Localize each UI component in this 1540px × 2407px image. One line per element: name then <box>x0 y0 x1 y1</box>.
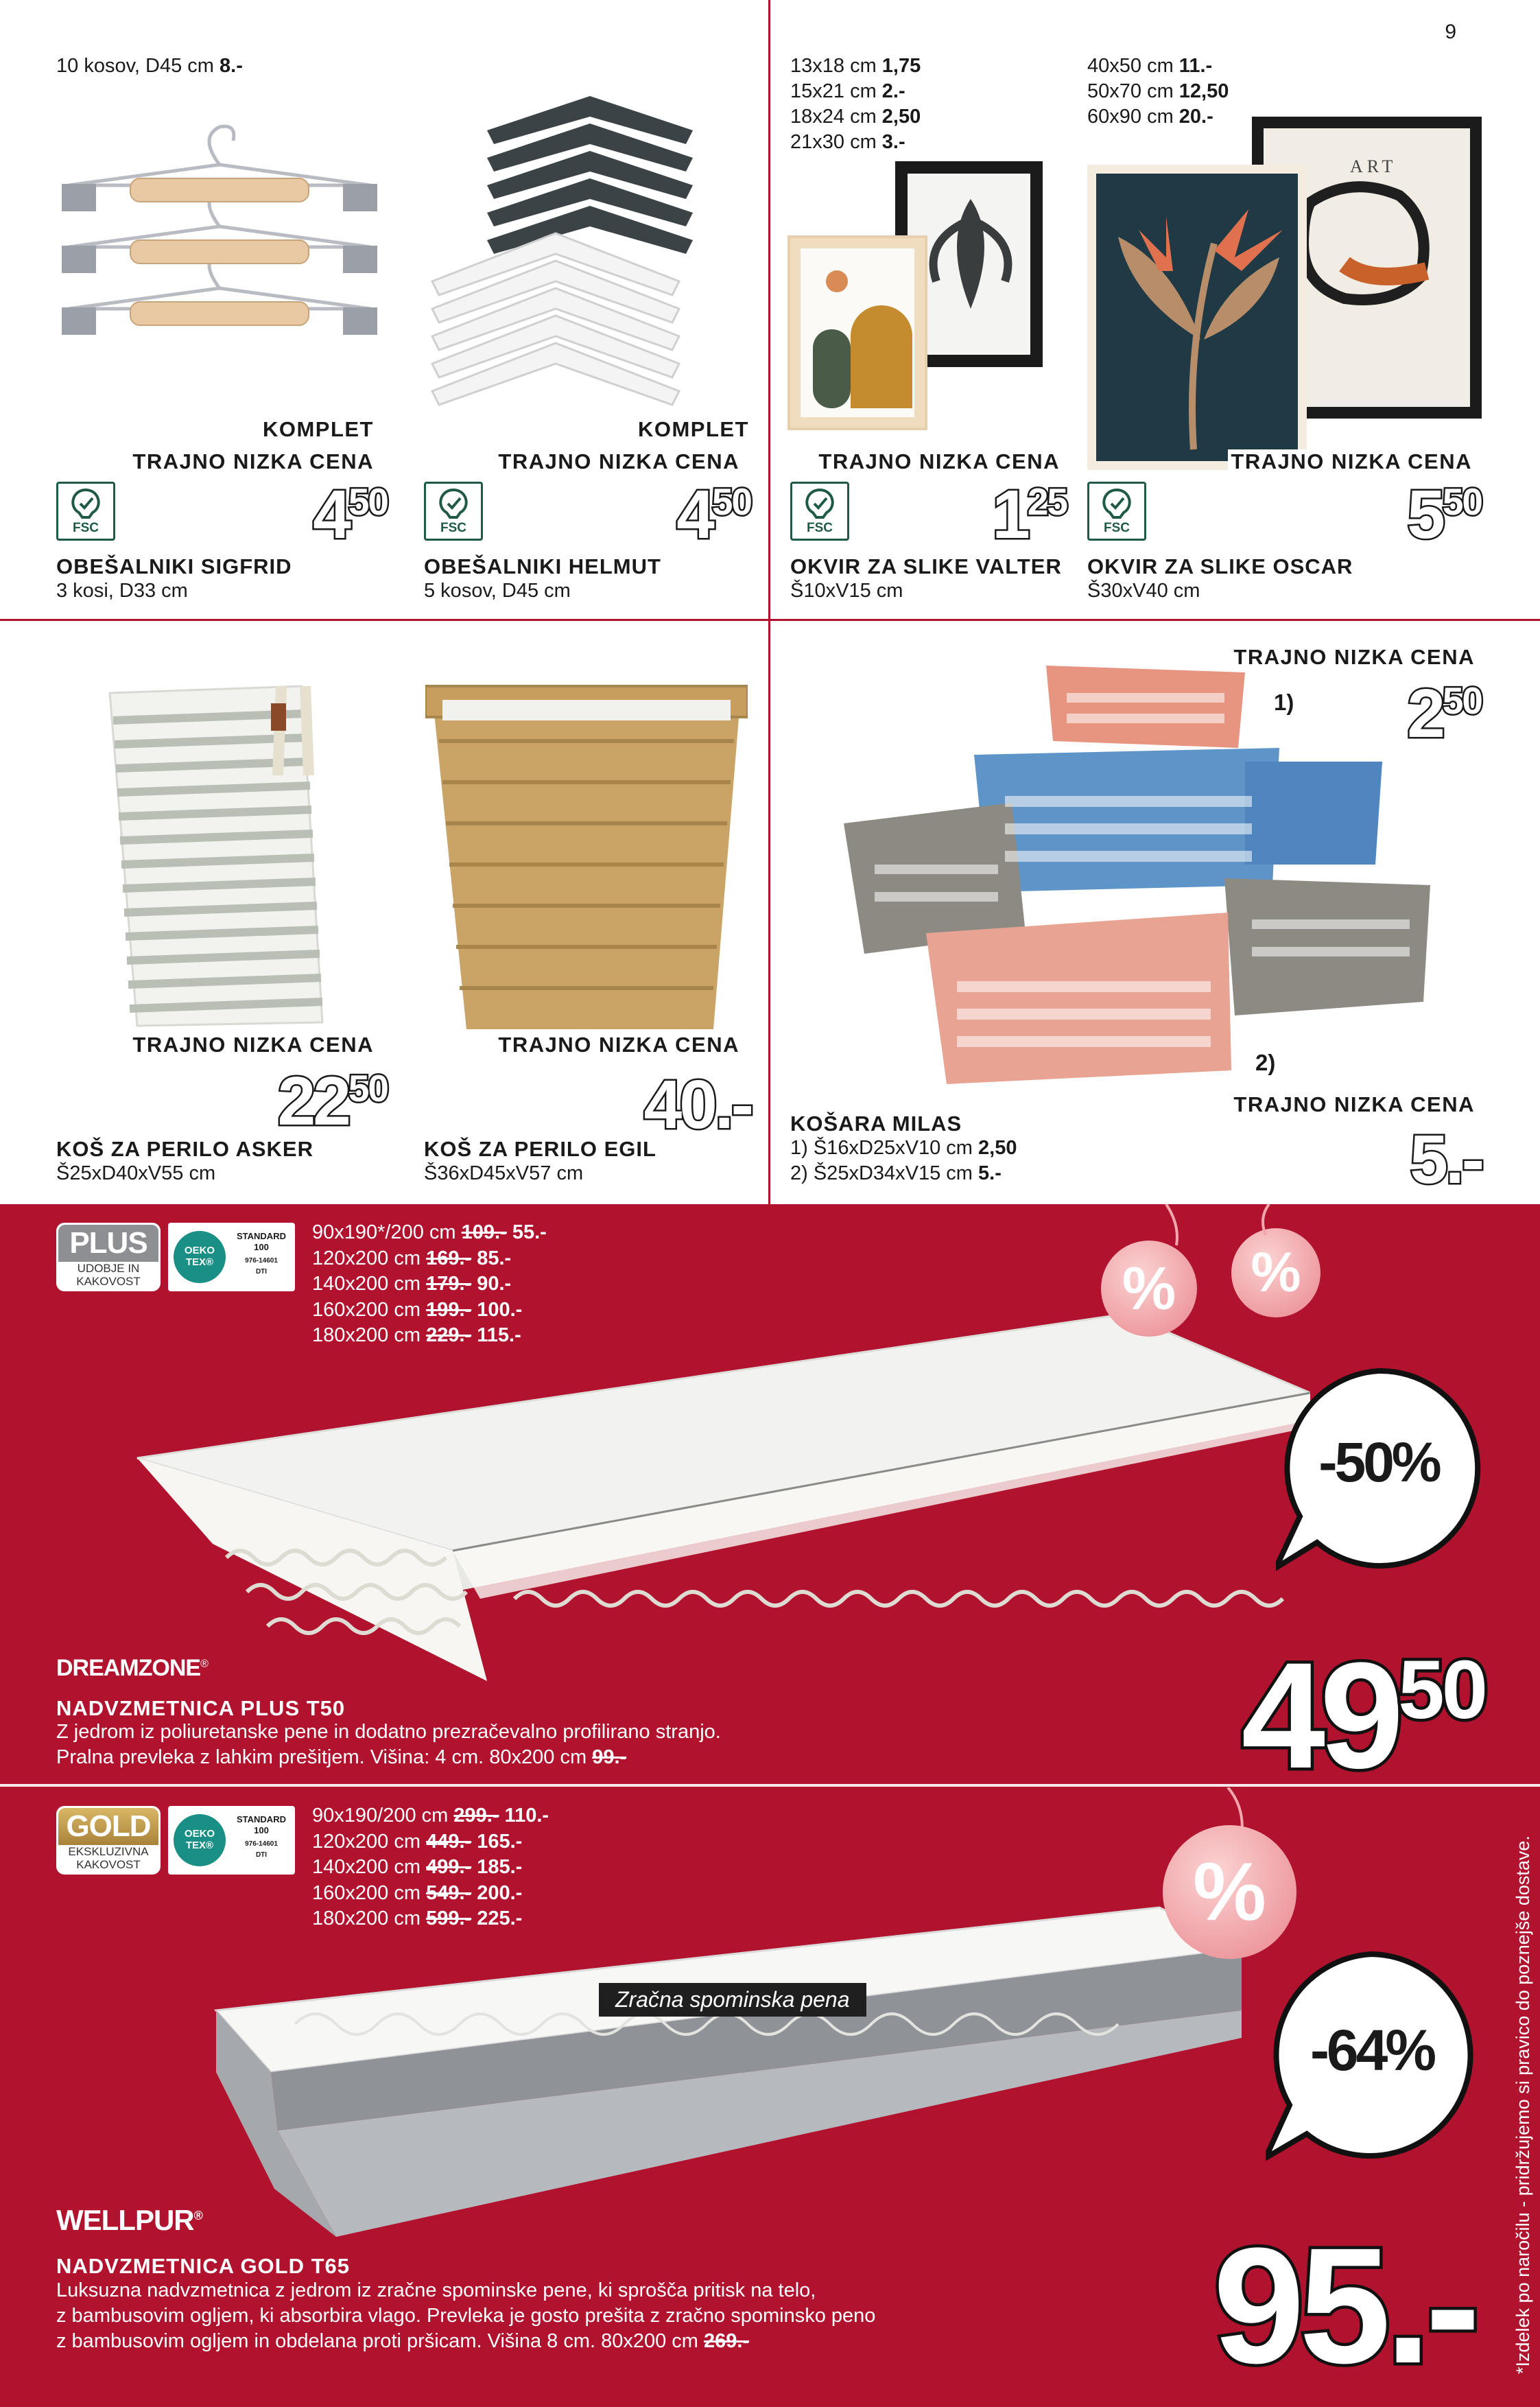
plus-badge-title: PLUS <box>58 1225 158 1262</box>
hangers-helmut-image <box>418 55 755 415</box>
p7-price2: 5.- <box>1410 1121 1482 1198</box>
p6-desc: Š36xD45xV57 cm <box>424 1162 584 1184</box>
laundry-basket-egil-image <box>425 679 748 1046</box>
p3-size-row: 15x21 cm 2.- <box>790 80 905 102</box>
gold-price-row: 160x200 cm 549.- 200.- <box>312 1881 523 1904</box>
tree-check-icon <box>1096 486 1137 521</box>
p3-name: OKVIR ZA SLIKE VALTER <box>790 554 1062 578</box>
gold-discount-tag: % <box>1163 1825 1296 1959</box>
plus-badge <box>56 1223 161 1291</box>
p7-price1: $2^{50}$ <box>1407 675 1482 752</box>
plus-price-row: 180x200 cm 229.- 115.- <box>312 1324 521 1346</box>
plus-desc1: Z jedrom iz poliuretanske pene in dodatno prezračevalno profilirano stranjo. <box>56 1721 721 1743</box>
p6-price: 40.- <box>643 1066 751 1143</box>
oeko-standard-text: STANDARD 100 976-14601 DTI <box>237 1814 286 1859</box>
tree-check-icon <box>799 486 840 521</box>
p7-marker2: 2) <box>1255 1050 1276 1075</box>
p4-name: OKVIR ZA SLIKE OSCAR <box>1087 554 1353 578</box>
p1-price: $4^{50}$ <box>313 476 388 553</box>
p4-size-row: 50x70 cm 12,50 <box>1087 80 1229 102</box>
plus-discount-tag-1: % <box>1101 1241 1197 1337</box>
dreamzone-logo: DREAMZONE® <box>56 1655 208 1681</box>
foam-label: Zračna spominska pena <box>599 1983 866 2017</box>
p3-size-list <box>790 54 921 155</box>
p1-name: OBEŠALNIKI SIGFRID <box>56 554 292 578</box>
tree-check-icon <box>433 486 474 521</box>
gold-price-row: 180x200 cm 599.- 225.- <box>312 1907 523 1929</box>
plus-badge-sub2: KAKOVOST <box>76 1275 141 1288</box>
p3-size-row: 21x30 cm 3.- <box>790 131 905 153</box>
plus-price-row: 90x190*/200 cm 109.- 55.- <box>312 1221 547 1243</box>
oeko-tex-logo: OEKO TEX® <box>174 1231 226 1283</box>
gold-desc1: Luksuzna nadvzmetnica z jedrom iz zračne spominske pene, ki sprošča pritisk na telo, <box>56 2279 816 2301</box>
p4-label: TRAJNO NIZKA CENA <box>1228 449 1475 474</box>
p7-marker1: 1) <box>1274 690 1294 715</box>
mattress-topper-t50-image <box>130 1311 1310 1698</box>
plus-price-row: 140x200 cm 179.- 90.- <box>312 1273 512 1295</box>
p5-label: TRAJNO NIZKA CENA <box>132 1033 374 1057</box>
wellpur-logo: WELLPUR® <box>56 2204 202 2236</box>
laundry-bag-asker-image <box>96 666 336 1040</box>
p3-label: TRAJNO NIZKA CENA <box>818 449 1060 473</box>
gold-badge <box>56 1806 161 1875</box>
plus-price-row: 120x200 cm 169.- 85.- <box>312 1247 512 1269</box>
oeko-tex-logo: OEKO TEX® <box>174 1814 226 1866</box>
plus-discount-bubble: -50% <box>1276 1365 1482 1571</box>
mattress-topper-t65-image <box>213 1901 1248 2247</box>
p3-fsc-logo: FSC <box>790 482 849 541</box>
p3-price: $1^{25}$ <box>992 476 1067 553</box>
p5-price: $22^{50}$ <box>277 1063 388 1140</box>
gold-desc2: z bambusovim ogljem, ki absorbira vlago. Prevleka je gosto prešita z zračno spominsko peno <box>56 2305 876 2327</box>
side-note: *Izdelek po naročilu - pridržujemo si pravico do poznejše dostave. <box>1513 1835 1533 2374</box>
oeko-standard-text: STANDARD 100 976-14601 DTI <box>237 1231 286 1276</box>
plus-desc2: Pralna prevleka z lahkim prešitjem. Višina: 4 cm. 80x200 cm 99.- <box>56 1746 627 1768</box>
gold-price-row: 90x190/200 cm 299.- 110.- <box>312 1805 549 1827</box>
plus-name: NADVZMETNICA PLUS T50 <box>56 1696 346 1720</box>
frame-valter-image <box>785 158 1060 436</box>
gold-discount-bubble: -64% <box>1266 1949 1478 2161</box>
gold-oeko-tex-label <box>168 1806 295 1875</box>
plus-discount-tag-2: % <box>1231 1228 1320 1317</box>
p2-desc: 5 kosov, D45 cm <box>424 580 571 602</box>
p4-size-row: 60x90 cm 20.- <box>1087 106 1213 128</box>
p3-size-row: 18x24 cm 2,50 <box>790 106 921 128</box>
p7-label2: TRAJNO NIZKA CENA <box>1233 1092 1475 1116</box>
crates-milas-image <box>833 659 1437 1094</box>
plus-oeko-tex-label <box>168 1223 295 1291</box>
gold-desc3: z bambusovim ogljem in obdelana proti pršicam. Višina 8 cm. 80x200 cm 269.- <box>56 2330 750 2352</box>
p4-size-row: 40x50 cm 11.- <box>1087 55 1213 77</box>
plus-badge-sub1: UDOBJE IN <box>77 1262 140 1275</box>
p5-name: KOŠ ZA PERILO ASKER <box>56 1137 313 1161</box>
p1-spec: 10 kosov, D45 cm 8.- <box>56 55 243 77</box>
gold-price: 95.- <box>1213 2214 1475 2397</box>
p1-fsc-logo: FSC <box>56 482 115 541</box>
oscar-art-text: ART <box>1350 156 1397 176</box>
p4-desc: Š30xV40 cm <box>1087 580 1200 602</box>
plus-price: $49^{50}$ <box>1241 1631 1485 1800</box>
p3-desc: Š10xV15 cm <box>790 580 903 602</box>
p2-price: $4^{50}$ <box>676 476 751 553</box>
p2-name: OBEŠALNIKI HELMUT <box>424 554 661 578</box>
p6-name: KOŠ ZA PERILO EGIL <box>424 1137 656 1161</box>
tag-strings <box>1139 1204 1317 1266</box>
tree-check-icon <box>65 486 106 521</box>
gold-badge-title: GOLD <box>58 1808 158 1845</box>
gold-price-row: 140x200 cm 499.- 185.- <box>312 1856 523 1878</box>
p7-label1: TRAJNO NIZKA CENA <box>1233 645 1475 669</box>
p1-komplet: KOMPLET <box>262 417 374 441</box>
p4-price: $5^{50}$ <box>1407 476 1482 553</box>
gold-badge-sub2: KAKOVOST <box>76 1858 141 1871</box>
p2-fsc-logo: FSC <box>424 482 483 541</box>
gold-name: NADVZMETNICA GOLD T65 <box>56 2254 351 2278</box>
p7-line1: 1) Š16xD25xV10 cm 2,50 <box>790 1137 1017 1159</box>
p7-line2: 2) Š25xD34xV15 cm 5.- <box>790 1162 1002 1184</box>
p2-komplet: KOMPLET <box>637 417 749 441</box>
p3-size-row: 13x18 cm 1,75 <box>790 55 921 77</box>
p6-label: TRAJNO NIZKA CENA <box>498 1033 739 1057</box>
p7-name: KOŠARA MILAS <box>790 1112 962 1136</box>
divider-vertical <box>768 0 770 1204</box>
p1-label: TRAJNO NIZKA CENA <box>132 449 374 473</box>
gold-price-row: 120x200 cm 449.- 165.- <box>312 1830 523 1853</box>
divider-horizontal <box>0 619 1540 621</box>
p4-fsc-logo: FSC <box>1087 482 1146 541</box>
page-number: 9 <box>1445 21 1456 43</box>
plus-price-row: 160x200 cm 199.- 100.- <box>312 1298 523 1321</box>
p2-label: TRAJNO NIZKA CENA <box>498 449 739 473</box>
p5-desc: Š25xD40xV55 cm <box>56 1162 216 1184</box>
gold-badge-sub1: EKSKLUZIVNA <box>68 1845 149 1858</box>
hangers-sigfrid-image <box>55 117 384 360</box>
frame-oscar-image <box>1084 113 1489 480</box>
p1-desc: 3 kosi, D33 cm <box>56 580 188 602</box>
